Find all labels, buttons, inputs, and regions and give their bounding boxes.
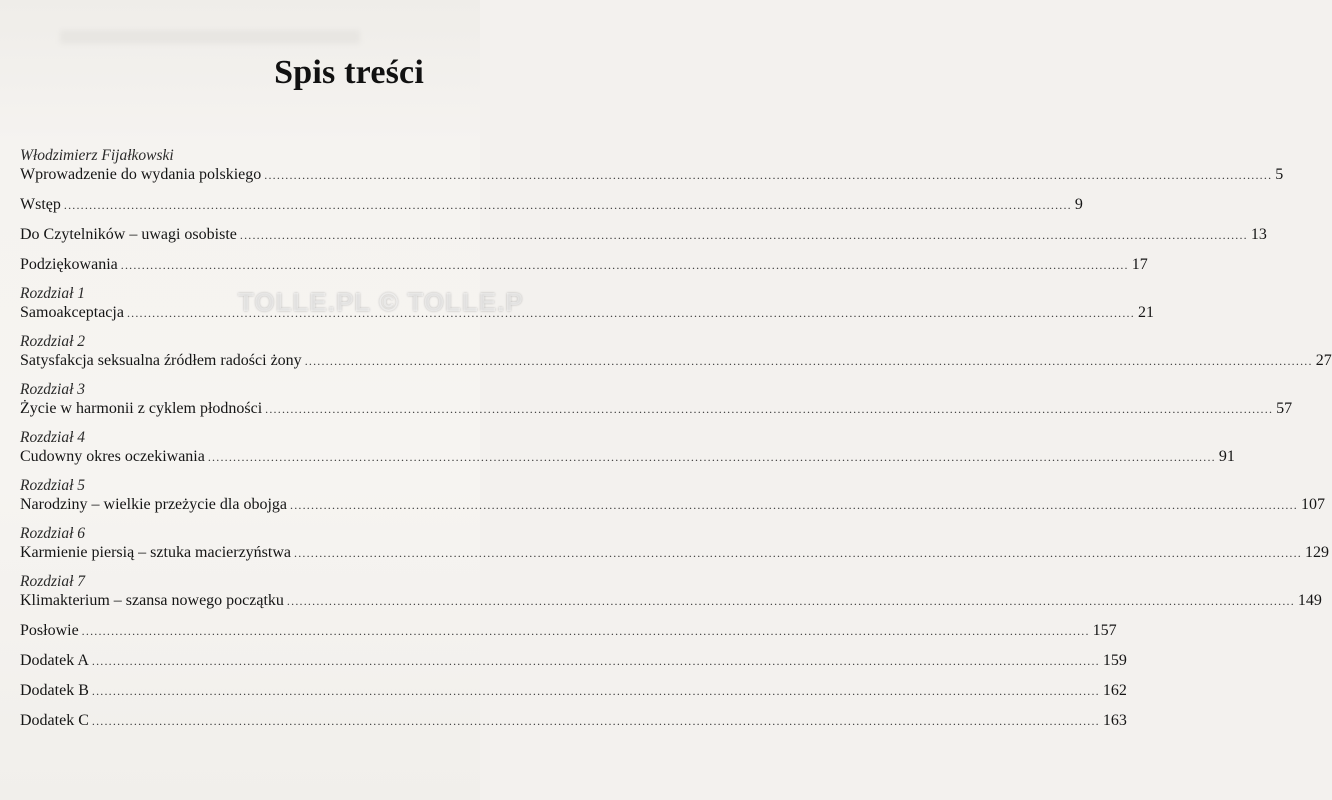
toc-page-number: 5 bbox=[1275, 166, 1284, 183]
toc-entry-title: Posłowie bbox=[20, 622, 79, 639]
toc-page-number: 17 bbox=[1131, 256, 1148, 273]
toc-entry bbox=[20, 399, 1293, 419]
toc-entry-title: Podziękowania bbox=[20, 256, 118, 273]
toc-entry bbox=[20, 495, 1325, 515]
toc-entry-title: Życie w harmonii z cyklem płodności bbox=[20, 400, 263, 417]
toc-entry-title: Cudowny okres oczekiwania bbox=[20, 448, 205, 465]
toc-entry-title: Samoakceptacja bbox=[20, 304, 124, 321]
watermark: TOLLE.PL © TOLLE.P bbox=[238, 287, 524, 317]
toc-leader-dots bbox=[290, 495, 1298, 515]
toc-group bbox=[20, 429, 1235, 467]
toc-page-number: 157 bbox=[1092, 622, 1117, 639]
toc-group bbox=[20, 477, 1325, 515]
toc-entry-title: Dodatek C bbox=[20, 712, 89, 729]
toc-page-number: 27 bbox=[1315, 352, 1332, 369]
toc-entry bbox=[20, 165, 1284, 185]
toc-chapter-number: Rozdział 4 bbox=[20, 429, 86, 446]
table-of-contents bbox=[20, 147, 1332, 731]
toc-group bbox=[20, 333, 1332, 371]
toc-entry-title: Klimakterium – szansa nowego początku bbox=[20, 592, 284, 609]
toc-leader-dots bbox=[208, 447, 1216, 467]
toc-leader-dots bbox=[92, 681, 1100, 701]
toc-entry bbox=[20, 621, 1117, 641]
toc-chapter-number: Rozdział 3 bbox=[20, 381, 86, 398]
toc-entry bbox=[20, 225, 1267, 245]
toc-page-number: 57 bbox=[1276, 400, 1293, 417]
toc-page-number: 162 bbox=[1102, 682, 1127, 699]
toc-page-number: 159 bbox=[1102, 652, 1127, 669]
toc-page-number: 91 bbox=[1218, 448, 1235, 465]
toc-entry-title: Dodatek A bbox=[20, 652, 89, 669]
toc-group bbox=[20, 573, 1322, 611]
bleed-through-text bbox=[60, 30, 360, 44]
toc-leader-dots bbox=[82, 621, 1090, 641]
toc-author: Włodzimierz Fijałkowski bbox=[20, 147, 174, 164]
toc-entry-title: Dodatek B bbox=[20, 682, 89, 699]
toc-leader-dots bbox=[92, 711, 1100, 731]
toc-chapter-number: Rozdział 1 bbox=[20, 285, 86, 302]
toc-entry bbox=[20, 351, 1332, 371]
toc-group bbox=[20, 147, 1284, 185]
toc-entry bbox=[20, 255, 1148, 275]
toc-leader-dots bbox=[305, 351, 1313, 371]
toc-page-number: 21 bbox=[1137, 304, 1154, 321]
toc-group bbox=[20, 381, 1293, 419]
toc-leader-dots bbox=[294, 543, 1302, 563]
toc-leader-dots bbox=[264, 165, 1272, 185]
toc-chapter-number: Rozdział 2 bbox=[20, 333, 86, 350]
toc-page-number: 163 bbox=[1102, 712, 1127, 729]
toc-chapter-number: Rozdział 5 bbox=[20, 477, 86, 494]
toc-entry-title: Karmienie piersią – sztuka macierzyństwa bbox=[20, 544, 291, 561]
toc-leader-dots bbox=[92, 651, 1100, 671]
toc-entry bbox=[20, 711, 1127, 731]
toc-page-number: 9 bbox=[1074, 196, 1083, 213]
toc-page-number: 149 bbox=[1297, 592, 1322, 609]
toc-chapter-number: Rozdział 6 bbox=[20, 525, 86, 542]
toc-entry bbox=[20, 681, 1127, 701]
toc-entry-title: Wstęp bbox=[20, 196, 61, 213]
toc-entry-title: Wprowadzenie do wydania polskiego bbox=[20, 166, 262, 183]
toc-chapter-number: Rozdział 7 bbox=[20, 573, 86, 590]
toc-leader-dots bbox=[240, 225, 1248, 245]
toc-leader-dots bbox=[287, 591, 1295, 611]
toc-leader-dots bbox=[64, 195, 1072, 215]
toc-leader-dots bbox=[121, 255, 1129, 275]
toc-page-number: 107 bbox=[1301, 496, 1325, 513]
toc-entry bbox=[20, 651, 1127, 671]
toc-entry-title: Satysfakcja seksualna źródłem radości żony bbox=[20, 352, 302, 369]
toc-group bbox=[20, 525, 1329, 563]
toc-page-number: 129 bbox=[1305, 544, 1329, 561]
toc-entry bbox=[20, 195, 1083, 215]
toc-entry bbox=[20, 591, 1322, 611]
page-title: Spis treści bbox=[274, 54, 424, 91]
toc-entry bbox=[20, 447, 1235, 467]
toc-entry bbox=[20, 543, 1329, 563]
toc-entry-title: Do Czytelników – uwagi osobiste bbox=[20, 226, 237, 243]
toc-leader-dots bbox=[265, 399, 1273, 419]
toc-page-number: 13 bbox=[1250, 226, 1267, 243]
toc-entry-title: Narodziny – wielkie przeżycie dla obojga bbox=[20, 496, 287, 513]
